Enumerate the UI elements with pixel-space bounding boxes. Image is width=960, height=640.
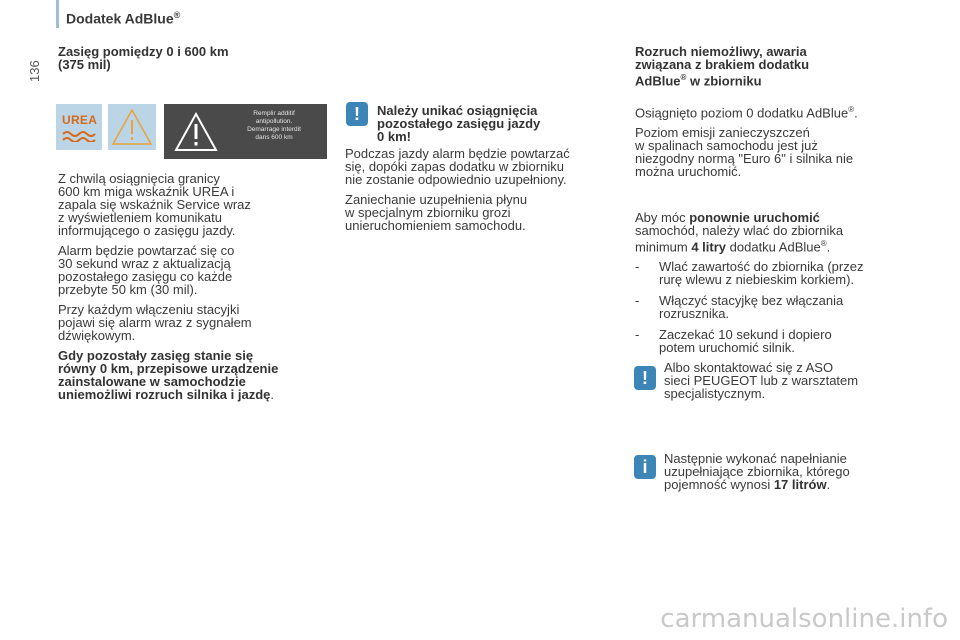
paragraph: Podczas jazdy alarm będzie powtarzać się, dopóki zapas dodatku w zbiorniku nie zostanie odpowiednio uzupełniony.	[345, 146, 570, 187]
exclamation-warning-icon: !	[346, 102, 368, 126]
paragraph: Osiągnięto poziom 0 dodatku AdBlue®.	[635, 105, 858, 121]
service-warning-icon	[108, 104, 156, 150]
restart-steps-list	[635, 260, 935, 354]
right-body-text-top	[635, 103, 935, 185]
exclamation-warning-icon: !	[634, 366, 656, 390]
watermark-text: carmanualsonline.info	[660, 604, 948, 634]
paragraph: Przy każdym włączeniu stacyjki pojawi się alarm wraz z sygnałem dźwiękowym.	[58, 302, 252, 343]
middle-body-text	[345, 147, 625, 239]
section-title: Dodatek AdBlue®	[66, 10, 181, 27]
paragraph: Poziom emisji zanieczyszczeń w spalinach samochodu jest już niezgodny normą "Euro 6" i silnika nie można uruchomić.	[635, 125, 854, 180]
paragraph-bold: Gdy pozostały zasięg stanie się równy 0 km, przepisowe urządzenie zainstalowane w samochodzie uniemożliwi rozruch silnika i jazdę.	[58, 348, 279, 402]
section-marker-bar	[56, 0, 59, 28]
list-item: - Wlać zawartość do zbiornika (przez rurę wlewu z niebieskim korkiem).	[635, 259, 864, 288]
dashboard-display-screen	[164, 104, 327, 159]
page-number: 136	[27, 60, 42, 82]
list-item: - Zaczekać 10 sekund i dopiero potem uruchomić silnik.	[635, 327, 832, 356]
info-icon: i	[634, 455, 656, 479]
right-body-text-restart	[635, 211, 935, 362]
urea-indicator-icon: UREA	[56, 104, 102, 150]
right-note-contact: Albo skontaktować się z ASO sieci PEUGEOT lub z warsztatem specjalistycznym.	[664, 360, 859, 401]
middle-warning-heading: Należy unikać osiągnięcia pozostałego zasięgu jazdy 0 km!	[377, 103, 541, 144]
paragraph: Z chwilą osiągnięcia granicy 600 km miga wskaźnik UREA i zapala się wskaźnik Service wraz z wyświetleniem komunikatu informującego o zasięgu jazdy.	[58, 171, 251, 238]
paragraph: Alarm będzie powtarzać się co 30 sekund wraz z aktualizacją pozostałego zasięgu co każde przebyte 50 km (30 mil).	[58, 243, 235, 297]
paragraph: Zaniechanie uzupełnienia płynu w specjalnym zbiorniku grozi unieruchomieniem samochodu.	[345, 192, 528, 233]
display-message: Remplir additif antipollution. Demarrage interdit dans 600 km	[247, 110, 301, 141]
left-heading: Zasięg pomiędzy 0 i 600 km (375 mil)	[58, 44, 229, 72]
paragraph: Aby móc ponownie uruchomić samochód, należy wlać do zbiornika minimum 4 litry dodatku AdBlue®.	[635, 210, 844, 255]
left-body-text	[58, 172, 328, 408]
right-note-refill: Następnie wykonać napełnianie uzupełniające zbiornika, którego pojemność wynosi 17 litrów.	[664, 451, 850, 492]
list-item: - Włączyć stacyjkę bez włączania rozrusznika.	[635, 293, 844, 322]
right-heading: Rozruch niemożliwy, awaria związana z brakiem dodatku AdBlue® w zbiorniku	[635, 44, 810, 89]
